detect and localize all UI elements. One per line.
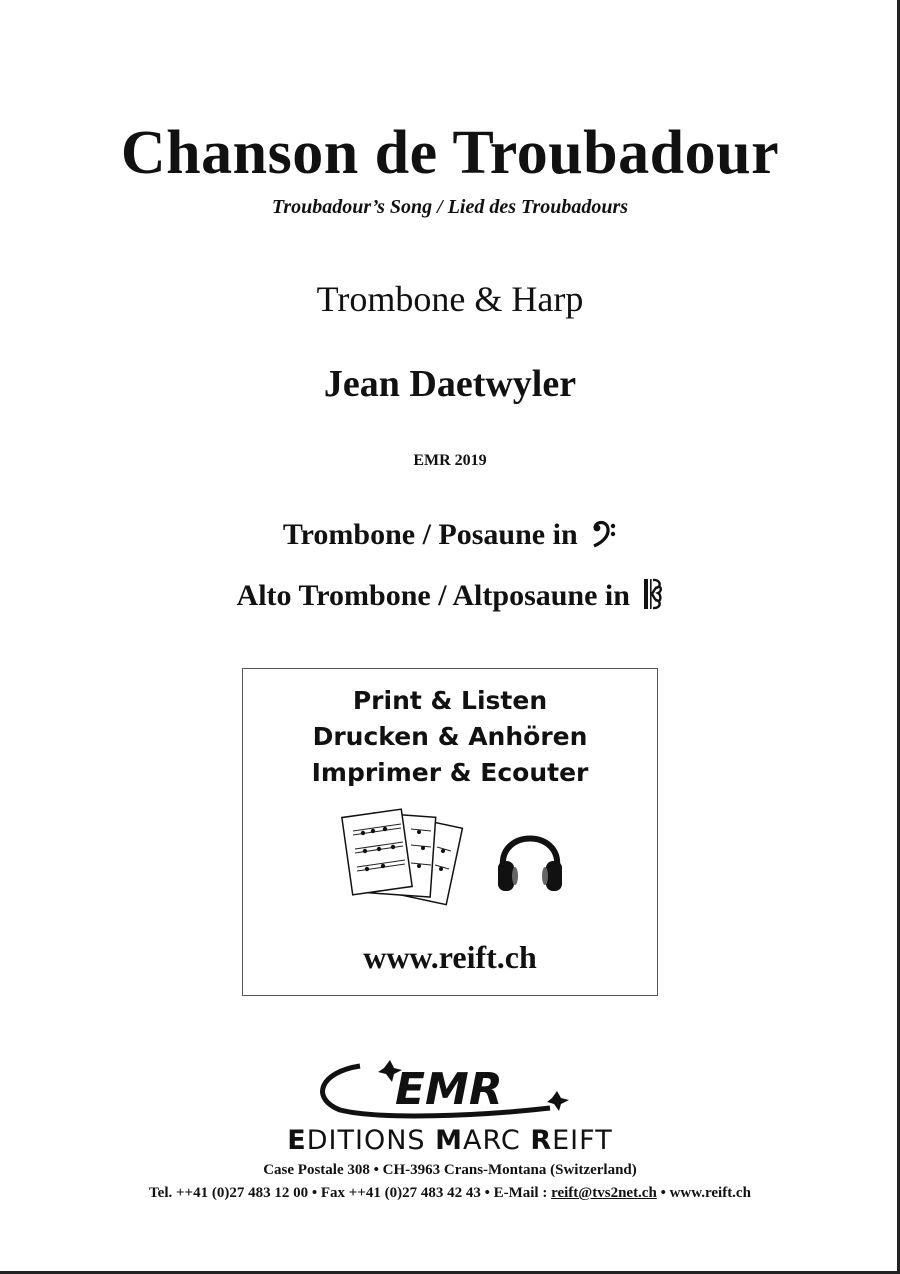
part-alto-trombone [0,578,900,618]
headphones-icon [495,819,565,904]
part-label: Alto Trombone / Altposaune in [236,578,630,612]
publisher-name: EDITIONS MARC REIFT [287,1125,613,1156]
sheet-music-icon [339,807,479,912]
publisher-address: Case Postale 308 • CH-3963 Crans-Montana (Switzerland) [263,1162,637,1178]
part-label: Trombone / Posaune in [282,518,578,551]
publisher-contact: Tel. ++41 (0)27 483 12 00 • Fax ++41 (0)27 483 42 43 • E-Mail : reift@tvs2net.ch • www.reift.ch [149,1185,751,1201]
promo-line-french: Imprimer & Ecouter [311,758,589,787]
email-link[interactable]: reift@tvs2net.ch [551,1185,657,1201]
promo-line-german: Drucken & Anhören [312,722,588,751]
composer: Jean Daetwyler [323,363,577,405]
svg-text:EMR: EMR [395,1064,503,1115]
subtitle: Troubadour’s Song / Lied des Troubadours [271,196,629,218]
emr-logo [300,1058,600,1127]
part-trombone [0,518,900,556]
instrumentation: Trombone & Harp [316,279,584,319]
print-listen-box [242,668,658,996]
alto-clef-icon [643,578,663,618]
catalog-number: EMR 2019 [413,452,487,469]
promo-line-english: Print & Listen [352,686,548,715]
bass-clef-icon [591,518,617,556]
promo-url[interactable]: www.reift.ch [363,939,537,975]
page-title: Chanson de Troubadour [120,119,780,187]
